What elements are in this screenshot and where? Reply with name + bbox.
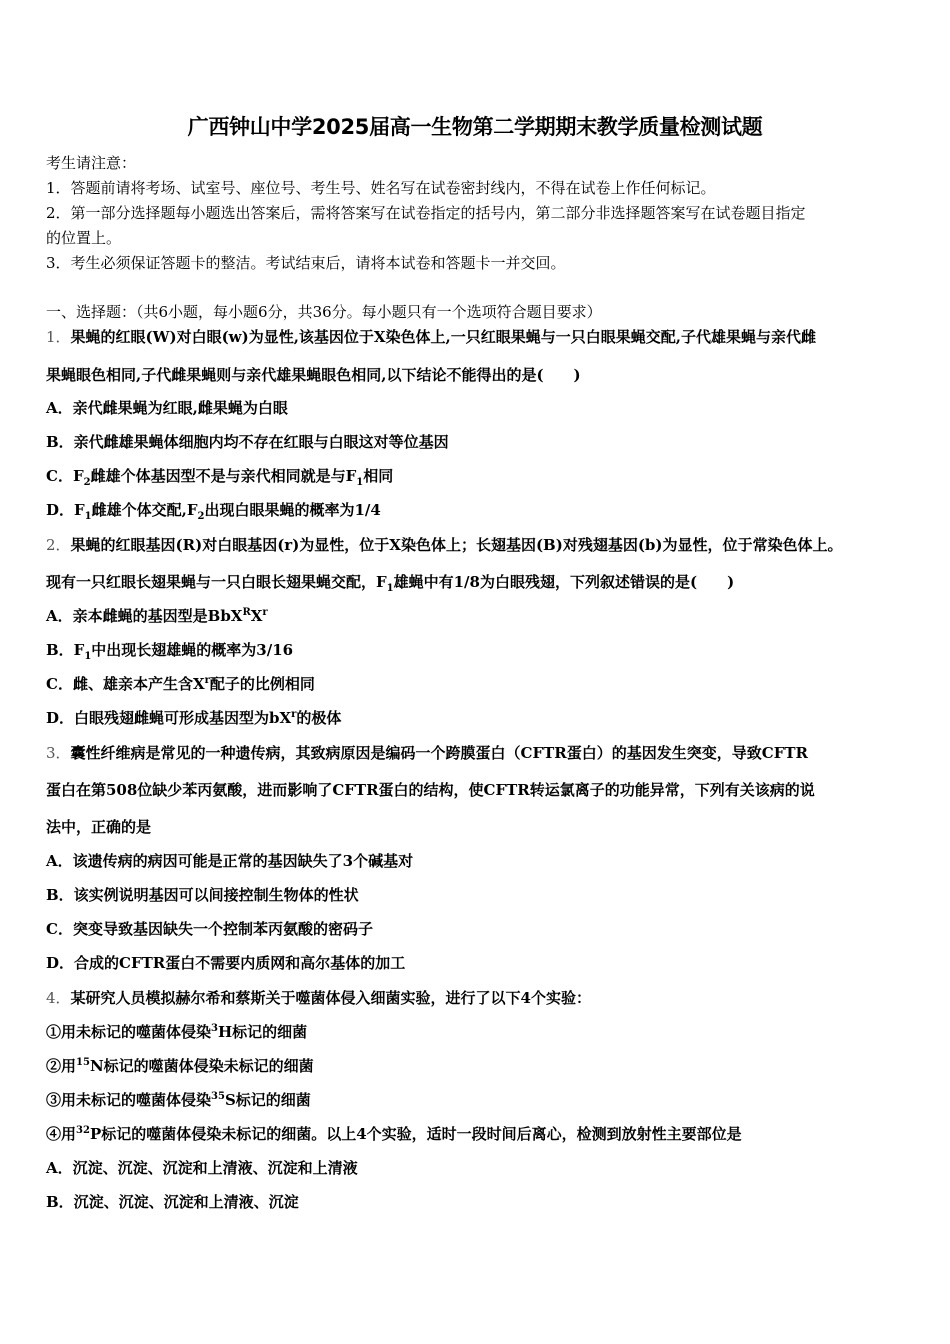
question-4-option-b: B．沉淀、沉淀、沉淀和上清液、沉淀 — [46, 1193, 299, 1211]
question-3-line-1 — [46, 743, 916, 763]
question-2-option-b — [46, 640, 916, 660]
question-text: 某研究人员模拟赫尔希和蔡斯关于噬菌体侵入细菌实验，进行了以下4个实验： — [70, 989, 591, 1007]
subscript: 1 — [84, 511, 92, 522]
question-number: 1． — [46, 328, 71, 346]
subscript: 2 — [83, 477, 91, 488]
option-text: 雌雄个体交配,F — [91, 501, 198, 519]
experiment-text: ①用未标记的噬菌体侵染 — [46, 1023, 212, 1041]
subscript: 1 — [356, 477, 364, 488]
experiment-text: ③用未标记的噬菌体侵染 — [46, 1091, 212, 1109]
question-4-line-1 — [46, 988, 916, 1008]
option-text: 中出现长翅雄蝇的概率为3/16 — [91, 641, 294, 659]
question-2-option-d — [46, 708, 916, 728]
question-3-option-d: D．合成的CFTR蛋白不需要内质网和高尔基体的加工 — [46, 954, 406, 972]
question-1-line-1 — [46, 327, 916, 347]
question-1-option-b: B．亲代雌雄果蝇体细胞内均不存在红眼与白眼这对等位基因 — [46, 433, 449, 451]
question-3-option-b: B．该实例说明基因可以间接控制生物体的性状 — [46, 886, 359, 904]
question-2-option-c — [46, 674, 916, 694]
question-4-experiment-1 — [46, 1022, 916, 1042]
question-3-option-a: A．该遗传病的病因可能是正常的基因缺失了3个碱基对 — [46, 852, 414, 870]
question-text: 现有一只红眼长翅果蝇与一只白眼长翅果蝇交配，F — [46, 573, 387, 591]
notice-heading: 考生请注意： — [46, 154, 137, 172]
experiment-text: P标记的噬菌体侵染未标记的细菌。以上4个实验，适时一段时间后离心，检测到放射性主要部位是 — [89, 1125, 742, 1143]
experiment-text: S标记的细菌 — [224, 1091, 311, 1109]
question-text: 囊性纤维病是常见的一种遗传病，其致病原因是编码一个跨膜蛋白（CFTR蛋白）的基因发生突变，导致CFTR — [70, 744, 808, 762]
experiment-text: H标记的细菌 — [217, 1023, 308, 1041]
question-4-experiment-4 — [46, 1124, 916, 1144]
section-heading: 一、选择题：（共6小题，每小题6分，共36分。每小题只有一个选项符合题目要求） — [46, 303, 602, 321]
superscript: R — [242, 607, 251, 618]
question-1-option-a: A．亲代雌果蝇为红眼,雌果蝇为白眼 — [46, 399, 288, 417]
question-2-option-a — [46, 606, 916, 626]
subscript: 2 — [197, 511, 205, 522]
option-text: C．雌、雄亲本产生含X — [46, 675, 205, 693]
notice-item-2-cont: 的位置上。 — [46, 229, 122, 247]
question-4-experiment-3 — [46, 1090, 916, 1110]
superscript: r — [291, 709, 297, 720]
superscript: 32 — [76, 1125, 90, 1136]
page-title: 广西钟山中学2025届高一生物第二学期期末教学质量检测试题 — [187, 115, 763, 139]
question-text: 果蝇的红眼基因(R)对白眼基因(r)为显性，位于X染色体上；长翅基因(B)对残翅基因(b)为显性，位于常染色体上。 — [70, 536, 843, 554]
question-3-option-c: C．突变导致基因缺失一个控制苯丙氨酸的密码子 — [46, 920, 373, 938]
option-text: 出现白眼果蝇的概率为1/4 — [204, 501, 381, 519]
option-text: 配子的比例相同 — [209, 675, 315, 693]
question-text: 果蝇的红眼(W)对白眼(w)为显性,该基因位于X染色体上,一只红眼果蝇与一只白眼果蝇交配,子代雄果蝇与亲代雌 — [70, 328, 817, 346]
question-number: 4． — [46, 989, 71, 1007]
option-text: X — [250, 607, 263, 625]
option-text: B．F — [46, 641, 85, 659]
superscript: 15 — [76, 1057, 90, 1068]
question-4-option-a: A．沉淀、沉淀、沉淀和上清液、沉淀和上清液 — [46, 1159, 358, 1177]
subscript: 1 — [84, 651, 92, 662]
question-number: 3． — [46, 744, 71, 762]
question-number: 2． — [46, 536, 71, 554]
question-1-line-2: 果蝇眼色相同,子代雌果蝇则与亲代雄果蝇眼色相同,以下结论不能得出的是( ) — [46, 366, 581, 384]
question-1-option-c — [46, 466, 916, 486]
question-4-experiment-2 — [46, 1056, 916, 1076]
superscript: r — [262, 607, 268, 618]
option-text: D．白眼残翅雌蝇可形成基因型为bX — [46, 709, 292, 727]
option-text: D．F — [46, 501, 85, 519]
question-2-line-1 — [46, 535, 916, 555]
experiment-text: ④用 — [46, 1125, 77, 1143]
option-text: 相同 — [363, 467, 394, 485]
question-2-line-2 — [46, 572, 916, 592]
superscript: r — [204, 675, 210, 686]
question-3-line-2: 蛋白在第508位缺少苯丙氨酸，进而影响了CFTR蛋白的结构，使CFTR转运氯离子的功能异常，下列有关该病的说 — [46, 781, 815, 799]
option-text: A．亲本雌蝇的基因型是BbX — [46, 607, 243, 625]
option-text: 雌雄个体基因型不是与亲代相同就是与F — [90, 467, 357, 485]
notice-item-2: 2．第一部分选择题每小题选出答案后，需将答案写在试卷指定的括号内，第二部分非选择题答案写在试卷题目指定 — [46, 204, 806, 222]
question-text: 雄蝇中有1/8为白眼残翅，下列叙述错误的是( ) — [393, 573, 735, 591]
option-text: 的极体 — [296, 709, 342, 727]
question-3-line-3: 法中，正确的是 — [46, 818, 152, 836]
experiment-text: N标记的噬菌体侵染未标记的细菌 — [89, 1057, 314, 1075]
subscript: 1 — [386, 583, 394, 594]
notice-item-1: 1．答题前请将考场、试室号、座位号、考生号、姓名写在试卷密封线内，不得在试卷上作任何标记。 — [46, 179, 716, 197]
superscript: 3 — [211, 1023, 218, 1034]
option-text: C．F — [46, 467, 84, 485]
question-1-option-d — [46, 500, 916, 520]
experiment-text: ②用 — [46, 1057, 77, 1075]
superscript: 35 — [211, 1091, 225, 1102]
notice-item-3: 3．考生必须保证答题卡的整洁。考试结束后，请将本试卷和答题卡一并交回。 — [46, 254, 566, 272]
